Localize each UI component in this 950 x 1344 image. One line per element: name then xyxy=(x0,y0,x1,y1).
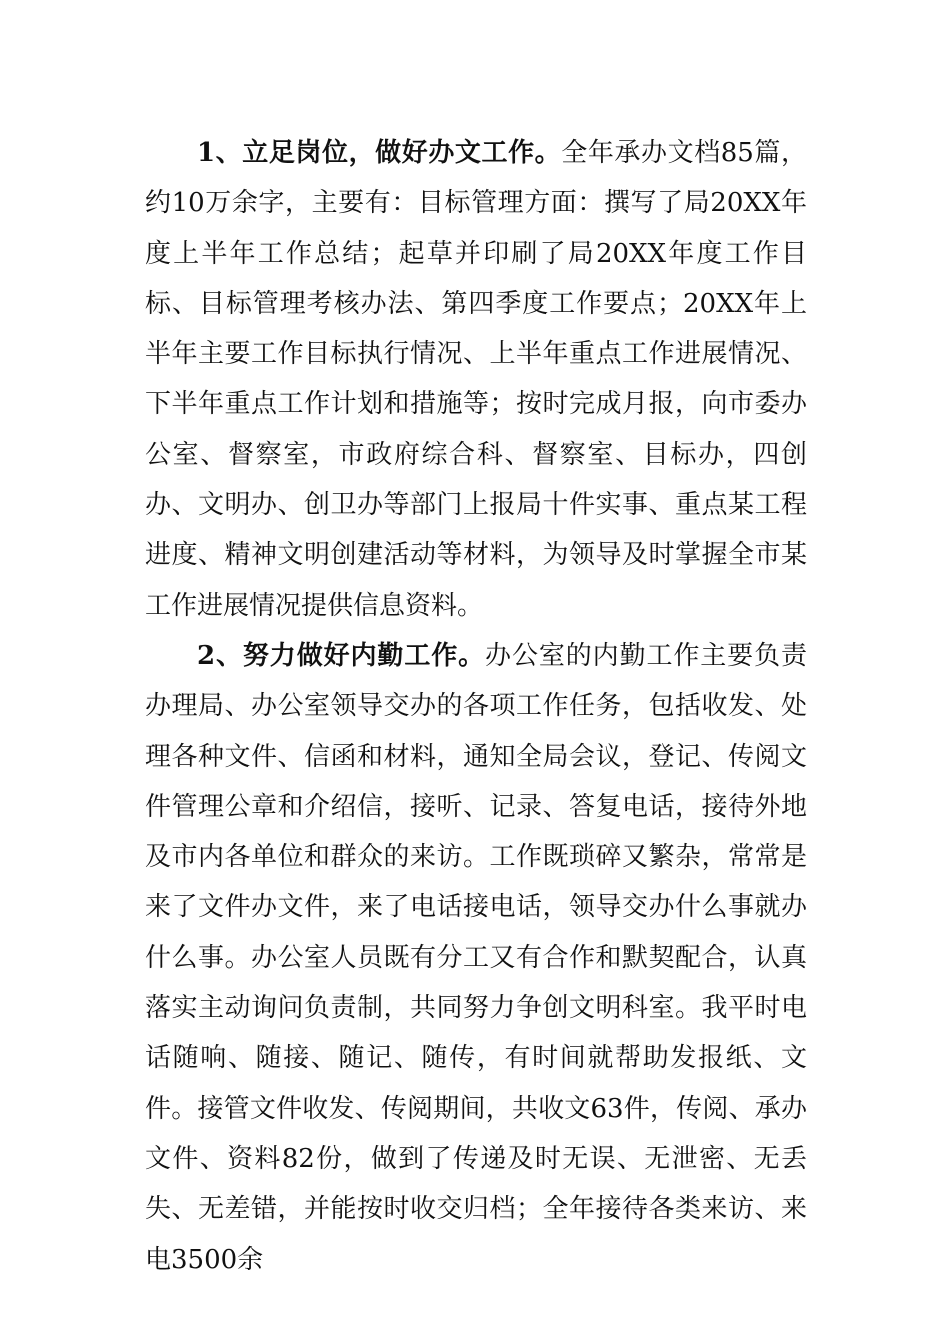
paragraph-2-body: 办公室的内勤工作主要负责办理局、办公室领导交办的各项工作任务，包括收发、处理各种文件、信函和材料，通知全局会议，登记、传阅文件管理公章和介绍信，接听、记录、答复电话，接待外地及市内各单位和群众的来访。工作既琐碎又繁杂，常常是来了文件办文件，来了电话接电话，领导交办什么事就办什么事。办公室人员既有分工又有合作和默契配合，认真落实主动询问负责制，共同努力争创文明科室。我平时电话随响、随接、随记、随传，有时间就帮助发报纸、文件。接管文件收发、传阅期间，共收文63件，传阅、承办文件、资料82份，做到了传递及时无误、无泄密、无丢失、无差错，并能按时收交归档；全年接待各类来访、来电3500余 xyxy=(145,640,807,1275)
paragraph-1-heading: 1、立足岗位，做好办文工作。 xyxy=(197,138,562,168)
paragraph-2 xyxy=(145,631,807,1285)
paragraph-1-body: 全年承办文档85篇，约10万余字，主要有：目标管理方面：撰写了局20XX年度上半年工作总结；起草并印刷了局20XX年度工作目标、目标管理考核办法、第四季度工作要点；20XX年上半年主要工作目标执行情况、上半年重点工作进展情况、下半年重点工作计划和措施等；按时完成月报，向市委办公室、督察室，市政府综合科、督察室、目标办，四创办、文明办、创卫办等部门上报局十件实事、重点某工程进度、精神文明创建活动等材料，为领导及时掌握全市某工作进展情况提供信息资料。 xyxy=(145,138,807,621)
paragraph-2-heading: 2、努力做好内勤工作。 xyxy=(197,640,486,671)
paragraph-1 xyxy=(145,128,807,631)
document-body xyxy=(145,128,807,1285)
